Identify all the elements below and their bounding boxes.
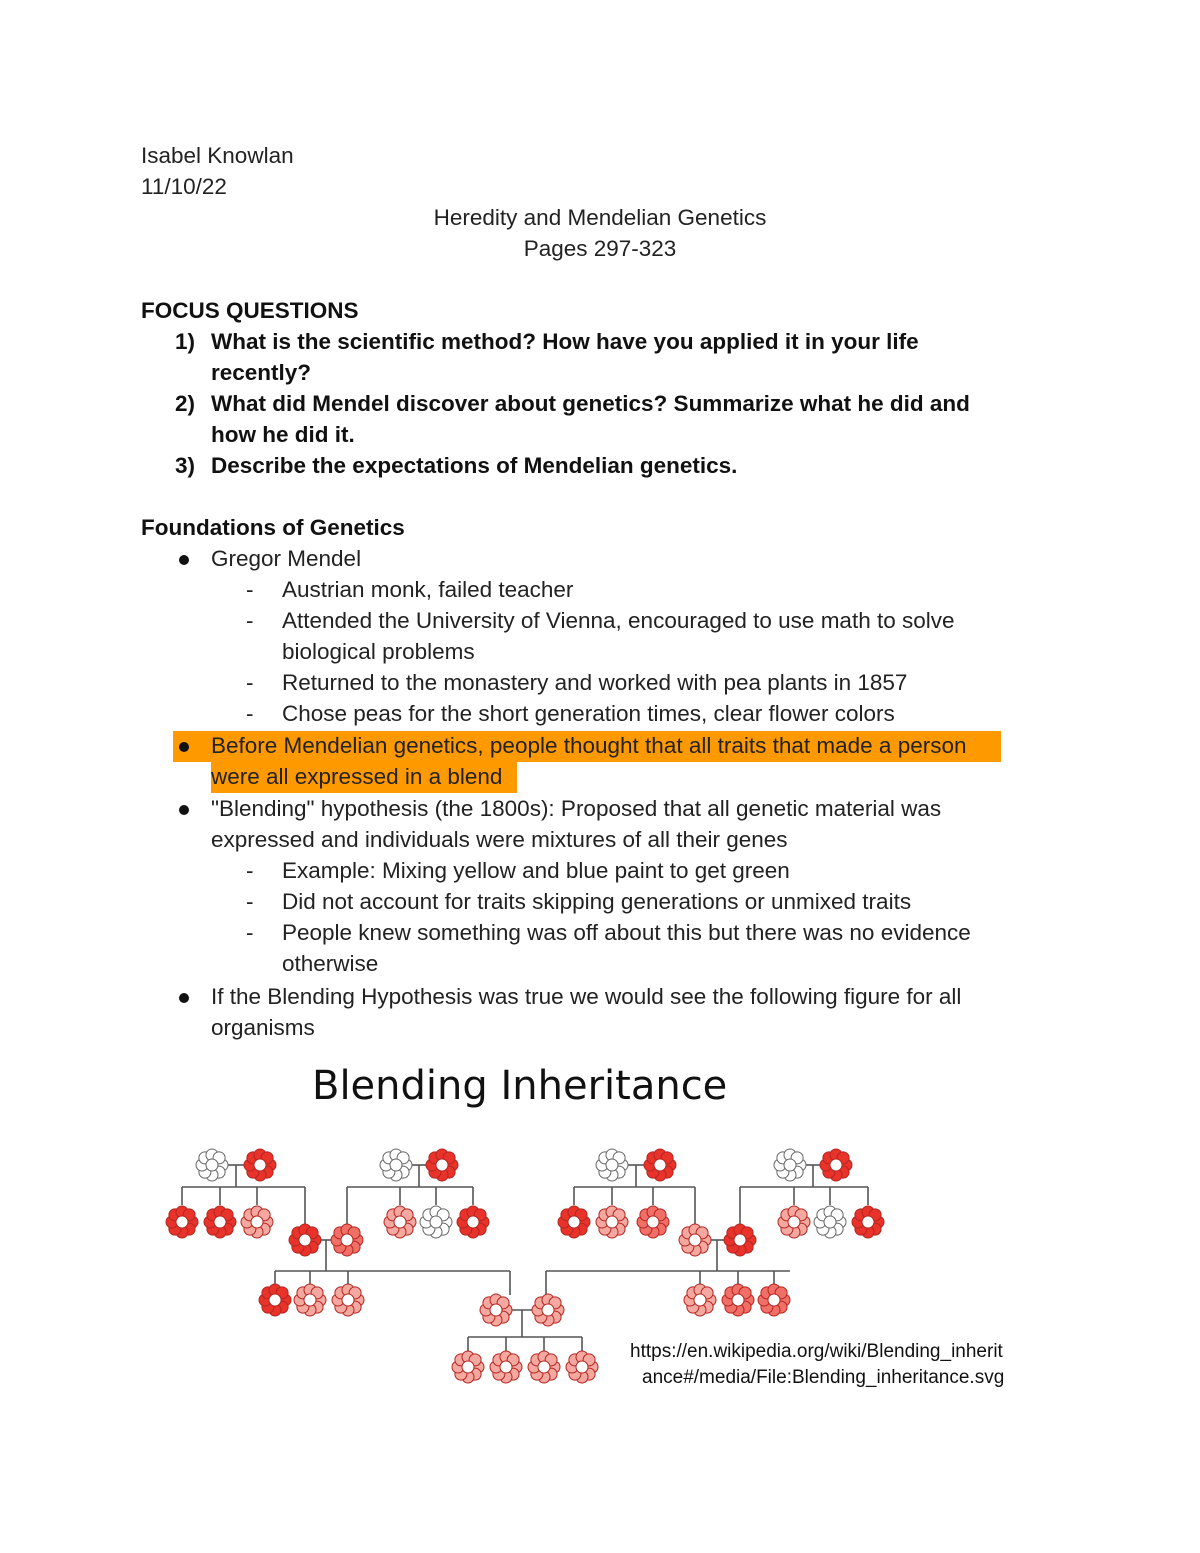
- sub-list-item: Example: Mixing yellow and blue paint to get green: [282, 858, 790, 883]
- highlighted-text: were all expressed in a blend: [211, 764, 503, 789]
- dash-icon: -: [246, 577, 254, 602]
- highlighted-text: Before Mendelian genetics, people thought that all traits that made a person: [211, 733, 967, 758]
- bullet-icon: [179, 805, 189, 815]
- pedigree-lines: [182, 1165, 868, 1352]
- list-item: "Blending" hypothesis (the 1800s): Proposed that all genetic material was: [211, 796, 942, 821]
- dash-icon: -: [246, 889, 254, 914]
- foundations-heading: Foundations of Genetics: [141, 515, 405, 540]
- flower-icon: [426, 1149, 458, 1181]
- flower-icon: [196, 1149, 228, 1181]
- question-number: 1): [175, 329, 196, 354]
- sub-list-item: otherwise: [282, 951, 379, 976]
- sub-list-item: Did not account for traits skipping generations or unmixed traits: [282, 889, 912, 914]
- flower-icon: [566, 1351, 598, 1383]
- flower-icon: [852, 1206, 884, 1238]
- flower-icon: [490, 1351, 522, 1383]
- flower-icon: [558, 1206, 590, 1238]
- list-item: organisms: [211, 1015, 315, 1040]
- sub-list-item: Attended the University of Vienna, encouraged to use math to solve: [282, 608, 955, 633]
- flower-icon: [644, 1149, 676, 1181]
- flower-icon: [778, 1206, 810, 1238]
- question-text: Describe the expectations of Mendelian genetics.: [211, 453, 738, 478]
- flower-icon: [528, 1351, 560, 1383]
- figure-title: Blending Inheritance: [312, 1063, 728, 1109]
- flower-icon: [480, 1294, 512, 1326]
- flower-icon: [331, 1224, 363, 1256]
- figure-source[interactable]: https://en.wikipedia.org/wiki/Blending_inherit: [630, 1341, 1003, 1362]
- blending-inheritance-figure: [150, 1055, 1070, 1400]
- author-name: Isabel Knowlan: [141, 143, 294, 168]
- dash-icon: -: [246, 920, 254, 945]
- bullet-icon: [179, 993, 189, 1003]
- date: 11/10/22: [141, 174, 227, 199]
- question-text: What did Mendel discover about genetics? Summarize what he did and: [211, 391, 970, 416]
- list-item: Gregor Mendel: [211, 546, 362, 571]
- page-range: Pages 297-323: [523, 236, 677, 261]
- document-title: Heredity and Mendelian Genetics: [433, 205, 767, 230]
- sub-list-item: biological problems: [282, 639, 475, 664]
- sub-list-item: People knew something was off about this but there was no evidence: [282, 920, 971, 945]
- bullet-icon: [179, 742, 189, 752]
- sub-list-item: Returned to the monastery and worked with pea plants in 1857: [282, 670, 908, 695]
- list-item: If the Blending Hypothesis was true we would see the following figure for all: [211, 984, 962, 1009]
- question-number: 2): [175, 391, 196, 416]
- flower-icon: [814, 1206, 846, 1238]
- flower-icon: [457, 1206, 489, 1238]
- flower-icon: [166, 1206, 198, 1238]
- question-text: recently?: [211, 360, 312, 385]
- question-text: What is the scientific method? How have you applied it in your life: [211, 329, 919, 354]
- focus-heading: FOCUS QUESTIONS: [141, 298, 359, 323]
- flower-icon: [724, 1224, 756, 1256]
- flower-icon: [259, 1284, 291, 1316]
- sub-list-item: Chose peas for the short generation times, clear flower colors: [282, 701, 895, 726]
- flower-icon: [289, 1224, 321, 1256]
- list-item: expressed and individuals were mixtures of all their genes: [211, 827, 788, 852]
- flower-icon: [241, 1206, 273, 1238]
- figure-source[interactable]: ance#/media/File:Blending_inheritance.svg: [642, 1367, 1005, 1388]
- flower-icon: [380, 1149, 412, 1181]
- flower-icon: [332, 1284, 364, 1316]
- flower-icon: [758, 1284, 790, 1316]
- flower-icon: [420, 1206, 452, 1238]
- flower-icon: [637, 1206, 669, 1238]
- dash-icon: -: [246, 701, 254, 726]
- question-number: 3): [175, 453, 196, 478]
- flower-icon: [452, 1351, 484, 1383]
- flower-icon: [294, 1284, 326, 1316]
- bullet-icon: [179, 555, 189, 565]
- flower-icon: [244, 1149, 276, 1181]
- flower-icon: [596, 1149, 628, 1181]
- flower-icon: [532, 1294, 564, 1326]
- flower-icon: [820, 1149, 852, 1181]
- flower-icon: [722, 1284, 754, 1316]
- flower-icon: [684, 1284, 716, 1316]
- flower-icon: [774, 1149, 806, 1181]
- dash-icon: -: [246, 608, 254, 633]
- dash-icon: -: [246, 858, 254, 883]
- flower-icon: [384, 1206, 416, 1238]
- question-text: how he did it.: [211, 422, 355, 447]
- sub-list-item: Austrian monk, failed teacher: [282, 577, 574, 602]
- flower-icon: [596, 1206, 628, 1238]
- flower-icon: [679, 1224, 711, 1256]
- dash-icon: -: [246, 670, 254, 695]
- flower-icon: [204, 1206, 236, 1238]
